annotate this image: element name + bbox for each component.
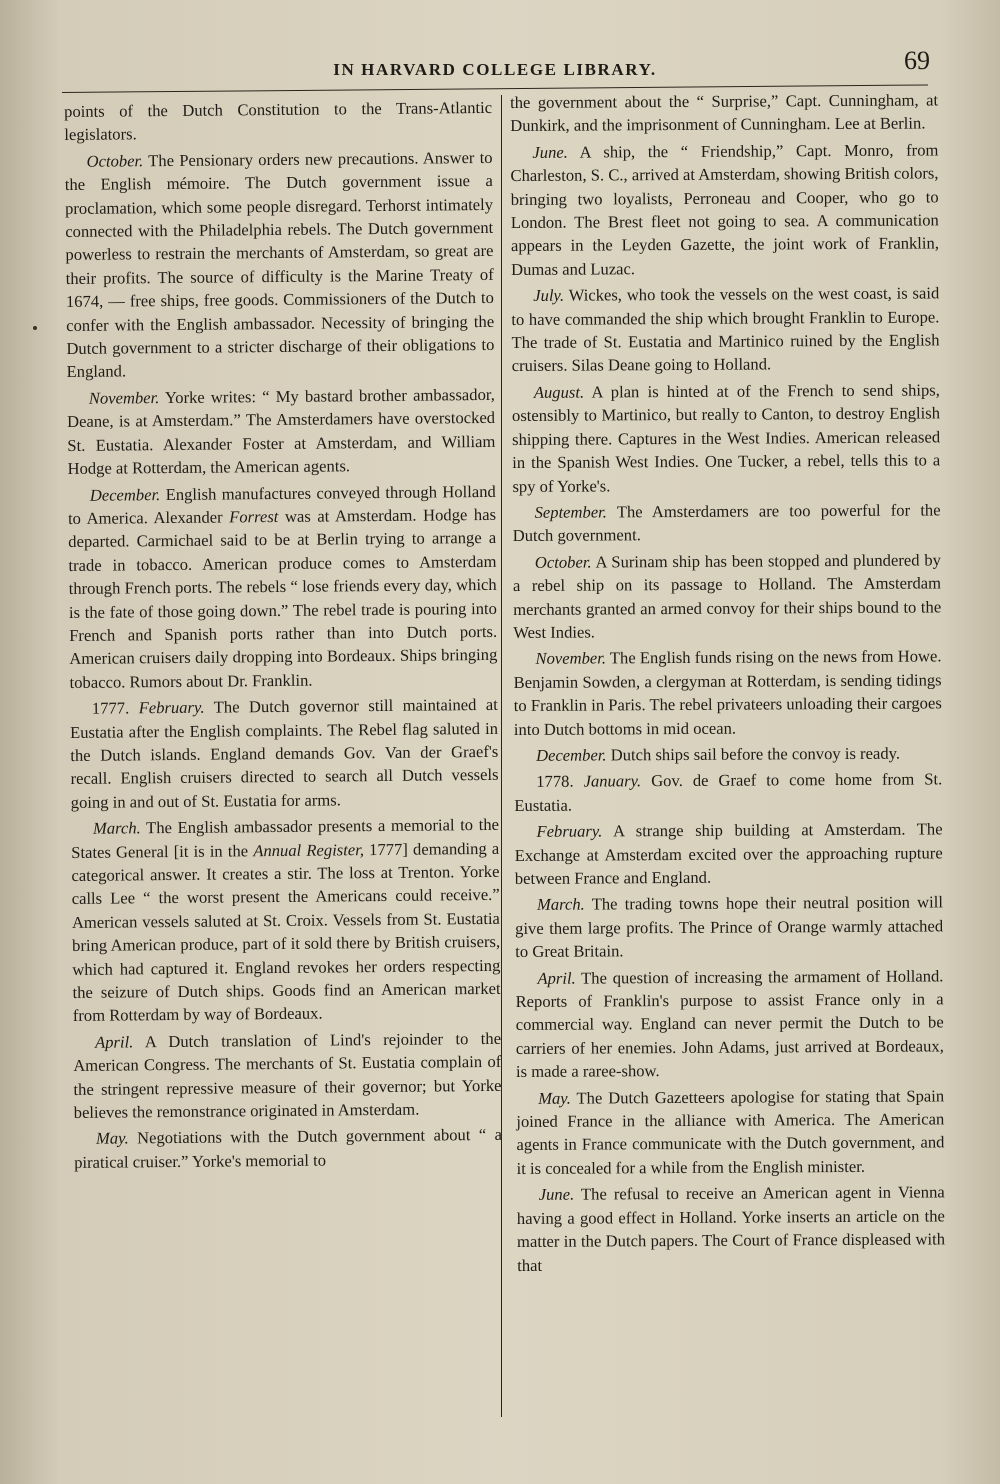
paragraph-text: The Amsterdamers are too powerful for the Dutch government. <box>512 500 941 546</box>
paragraph <box>511 282 940 378</box>
paragraph-text: Negotiations with the Dutch government about “ a piratical cruiser.” Yorke's memorial to <box>74 1125 503 1172</box>
month-lead: October. <box>86 151 144 171</box>
page-number: 69 <box>904 46 930 75</box>
paragraph-text: Yorke writes: “ My bastard brother ambassador, Deane, is at Amsterdam.” The Amsterdamers have overstocked St. Eustatia. Alexander Foster at Amsterdam, and William Hodge at Rotterdam, the American agents. <box>66 384 496 479</box>
month-lead: June. <box>538 1184 575 1205</box>
paragraph <box>73 1027 502 1125</box>
paragraph <box>513 498 941 547</box>
paragraph <box>515 891 943 964</box>
paragraph-text: A ship, the “ Friendship,” Capt. Monro, from Charleston, S. C., arrived at Amsterdam, showing British colors, bringing two loyalists, Perroneau and Cooper, who go to London. The Brest fleet not going to sea. A communication appears in the Leyden Gazette, the joint work of Franklin, Dumas and Luzac. <box>510 140 939 279</box>
column-divider <box>501 95 502 1417</box>
paragraph <box>513 548 942 644</box>
paragraph-text: Dutch ships sail before the convoy is ready. <box>610 743 901 765</box>
month-lead: April. <box>94 1032 134 1052</box>
paragraph-text: The English ambassador presents a memorial to the States General [it is in the <box>71 815 500 862</box>
month-lead: July. <box>533 285 565 306</box>
paragraph <box>514 818 942 891</box>
paragraph-text: The Dutch governor still maintained at Eustatia after the English complaints. The Rebel flag saluted in the Dutch islands. England demands Gov. Van der Graef's recall. English cruisers directed to search all Dutch vessels going in and out of St. Eustatia for arms. <box>69 695 499 812</box>
paragraph-text: The English funds rising on the news from Howe. Benjamin Sowden, a clergyman at Rotterdam, is sending tidings to Franklin in Paris. The rebel privateers unloading their cargoes into Dutch bottoms in mid ocean. <box>513 646 942 739</box>
month-lead: February. <box>536 821 603 842</box>
paragraph-text: The question of increasing the armament of Holland. Reports of Franklin's purpose to assist France only in a commercial way. England can never permit the Dutch to be carriers of her enemies. John Adams, just arrived at Bordeaux, is made a raree-show. <box>515 965 944 1082</box>
paragraph <box>64 146 494 384</box>
paragraph <box>510 138 939 281</box>
running-title: IN HARVARD COLLEGE LIBRARY. <box>333 60 657 79</box>
paragraph-text: Wickes, who took the vessels on the west coast, is said to have commanded the ship which brought Franklin to Europe. The trade of St. Eustatia and Martinico ruined by the English cruisers. Silas Deane going to Holland. <box>511 283 940 376</box>
paragraph <box>514 741 942 767</box>
month-lead: February. <box>138 697 205 718</box>
month-lead: September. <box>534 502 607 522</box>
paragraph-text: A Dutch translation of Lind's rejoinder to the American Congress. The merchants of St. Eustatia complain of the stringent repressive measure of their governor; but Yorke believes the remonstrance originated in Amsterdam. <box>73 1028 502 1123</box>
paragraph-text: the government about the “ Surprise,” Capt. Cunningham, at Dunkirk, and the imprisonment of Cunningham. Lee at Berlin. <box>510 90 939 136</box>
month-lead: October. <box>534 552 592 572</box>
italic-name: Forrest <box>229 506 279 527</box>
month-lead: March. <box>536 894 585 915</box>
paragraph <box>71 813 501 1028</box>
paragraph <box>517 1181 946 1277</box>
month-lead: December. <box>89 484 161 505</box>
year-lead: 1777. <box>91 698 130 718</box>
paragraph-text: was at Amsterdam. Hodge has departed. Carmichael said to be at Berlin trying to arrange a trade in tobacco. American produce comes to Amsterdam through French ports. The rebels “ lose friends every day, which is the fate of those going down.” The rebel trade is pouring into French and Spanish ports rather than into Dutch ports. American cruisers daily dropping into Bordeaux. Ships bringing tobacco. Rumors about Dr. Franklin. <box>68 504 498 692</box>
paragraph-text: The refusal to receive an American agent in Vienna having a good effect in Holland. Yorke inserts an article on the matter in the Dutch papers. The Court of France displeased with that <box>516 1182 946 1275</box>
month-lead: November. <box>535 648 607 669</box>
paragraph-text: 1777] demanding a categorical answer. It creates a stir. The loss at Trenton. Yorke calls Lee “ the worst present the Americans could receive.” American vessels saluted at St. Croix. Vessels from St. Eustatia bring American produce, part of it sold there by British cruisers, which had captured it. England revokes her orders respecting the seizure of Dutch ships. Goods find an American market from Rotterdam by way of Bordeaux. <box>71 838 501 1026</box>
paragraph-text: The Dutch Gazetteers apologise for stating that Spain joined France in the alliance with America. The American agents in France communicate with the Dutch government, and it is concealed for a while from the English minister. <box>516 1086 945 1178</box>
paragraph-text: The Pensionary orders new precautions. Answer to the English mémoire. The Dutch government issue a proclamation, which some people disregard. Terhorst intimately connected with the Philadelphia rebels. The Dutch government powerless to restrain the merchants of Amsterdam, so great are their profits. The source of difficulty is the Marine Treaty of 1674, — free ships, free goods. Commissioners of the Dutch to confer with the English ambassador. Necessity of bringing the Dutch government to a stricter discharge of their obligations to England. <box>64 147 495 382</box>
month-lead: August. <box>533 382 585 402</box>
month-lead: May. <box>538 1088 571 1108</box>
italic-title: Annual Register, <box>253 839 365 860</box>
paragraph-text: points of the Dutch Constitution to the Trans-Atlantic legislators. <box>64 97 493 145</box>
paragraph-text: A plan is hinted at of the French to send ships, ostensibly to Martinico, but really to Canton, to destroy English shipping there. Captures in the West Indies. American released in the Spanish West Indies. One Tucker, a rebel, tells this to a spy of Yorke's. <box>511 380 941 496</box>
month-lead: November. <box>88 387 160 408</box>
year-lead: 1778. <box>536 771 574 792</box>
paragraph <box>515 964 944 1084</box>
month-lead: January. <box>583 771 642 791</box>
paragraph-text: A Surinam ship has been stopped and plundered by a rebel ship on its passage to Holland. The Amsterdam merchants granted an armed convoy for their ships bound to the West Indies. <box>512 550 942 642</box>
right-column <box>510 88 945 1279</box>
paragraph-text: A strange ship building at Amsterdam. The Exchange at Amsterdam excited over the approaching rupture between France and England. <box>514 819 943 888</box>
paragraph <box>516 1084 945 1180</box>
month-lead: December. <box>536 745 607 765</box>
left-column <box>64 96 502 1177</box>
paragraph-text: Gov. de Graef to come home from St. Eustatia. <box>514 769 943 815</box>
ink-spot <box>33 326 37 330</box>
paragraph <box>70 693 499 814</box>
paragraph <box>514 768 942 817</box>
paragraph <box>64 96 492 147</box>
paragraph <box>74 1123 502 1174</box>
month-lead: March. <box>92 818 141 838</box>
paragraph <box>510 88 938 137</box>
paragraph <box>513 645 942 741</box>
paragraph-text: The trading towns hope their neutral position will give them large profits. The Prince of Orange warmly attached to Great Britain. <box>515 892 944 962</box>
paragraph <box>68 479 498 694</box>
month-lead: June. <box>532 142 568 162</box>
month-lead: April. <box>537 968 576 988</box>
paragraph <box>67 383 496 481</box>
paragraph-text: English manufactures conveyed through Holland to America. Alexander <box>67 481 496 528</box>
month-lead: May. <box>95 1128 129 1149</box>
paragraph <box>512 378 941 498</box>
